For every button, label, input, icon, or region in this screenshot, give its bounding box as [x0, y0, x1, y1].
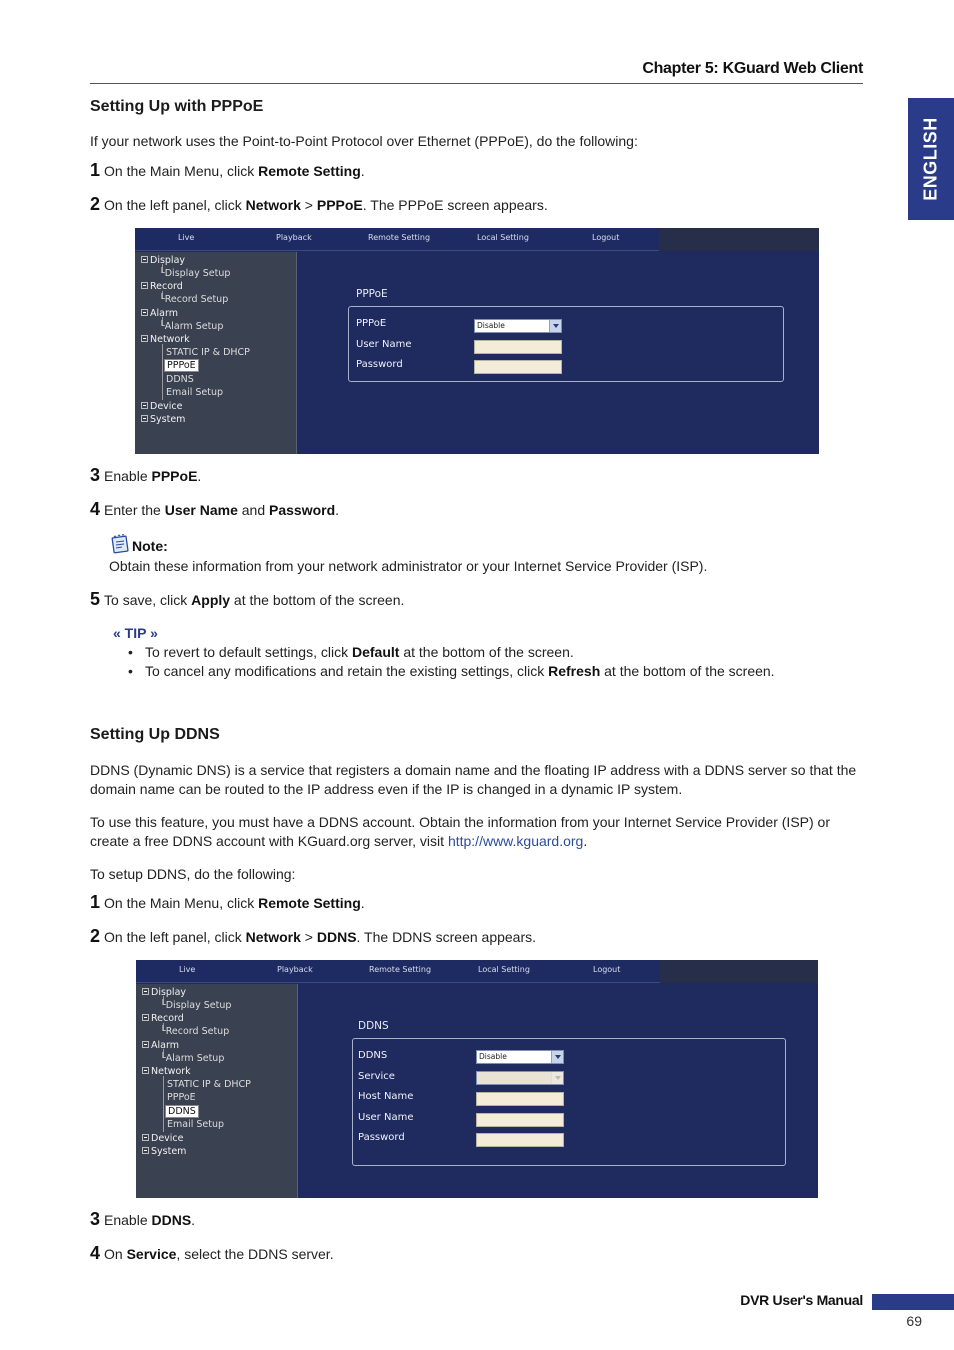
note-title: Note:	[132, 538, 168, 554]
section-title-ddns: Setting Up DDNS	[90, 726, 220, 743]
chevron-down-icon	[551, 1072, 563, 1084]
ddns-para-2: To use this feature, you must have a DDNS account. Obtain the information from your Internet Service Provider (ISP) or create a free DDNS account with KGuard.org server, visit http://www.kguard.org.	[90, 814, 830, 849]
menu-remote-setting[interactable]: Remote Setting	[368, 233, 431, 242]
note-pad-icon	[109, 534, 131, 554]
tree-device[interactable]: Device	[142, 1133, 184, 1145]
pppoe-username-label: User Name	[356, 339, 412, 350]
pppoe-intro: If your network uses the Point-to-Point Protocol over Ethernet (PPPoE), do the following:	[90, 133, 638, 149]
pppoe-password-input[interactable]	[474, 360, 562, 374]
pppoe-step-5: 5 To save, click Apply at the bottom of the screen.	[90, 589, 405, 609]
ddns-password-label: Password	[358, 1132, 405, 1143]
tips-list	[128, 643, 775, 681]
ddns-service-select[interactable]	[476, 1071, 564, 1085]
ddns-step-3: 3 Enable DDNS.	[90, 1209, 196, 1229]
tree-display[interactable]: Display	[141, 255, 185, 267]
tree-display-setup[interactable]: └Display Setup	[160, 1000, 232, 1011]
ddns-enable-label: DDNS	[358, 1050, 388, 1061]
tree-network[interactable]: Network	[142, 1066, 191, 1078]
pppoe-enable-label: PPPoE	[356, 318, 387, 329]
note-text: Obtain these information from your network administrator or your Internet Service Provider (ISP).	[109, 558, 708, 574]
ddns-panel-title: DDNS	[358, 1020, 389, 1032]
pppoe-form	[348, 306, 784, 382]
tip-item: • To revert to default settings, click Default at the bottom of the screen.	[128, 643, 775, 662]
chevron-down-icon	[549, 320, 561, 332]
ddns-hostname-input[interactable]	[476, 1092, 564, 1106]
menu-playback[interactable]: Playback	[276, 233, 312, 242]
ddns-para-1: DDNS (Dynamic DNS) is a service that registers a domain name and the floating IP address with a DDNS server so that the domain name can be routed to the IP address even if the IP is changed in a dynamic IP system.	[90, 762, 857, 797]
tree-system[interactable]: System	[141, 414, 185, 426]
pppoe-password-label: Password	[356, 359, 403, 370]
tree-email-setup[interactable]: Email Setup	[166, 387, 224, 398]
tree-static-ip[interactable]: STATIC IP & DHCP	[167, 1079, 251, 1090]
tree-record[interactable]: Record	[141, 281, 183, 293]
tree-ddns[interactable]: DDNS	[165, 1106, 199, 1118]
ddns-username-input[interactable]	[476, 1113, 564, 1127]
tree-system[interactable]: System	[142, 1146, 186, 1158]
tree-static-ip[interactable]: STATIC IP & DHCP	[166, 347, 250, 358]
menu-logout[interactable]: Logout	[593, 965, 621, 974]
section-title-pppoe: Setting Up with PPPoE	[90, 98, 264, 115]
pppoe-step-3: 3 Enable PPPoE.	[90, 465, 202, 485]
pppoe-step-2: 2 On the left panel, click Network > PPPoE. The PPPoE screen appears.	[90, 194, 548, 214]
tree-alarm[interactable]: Alarm	[141, 308, 178, 320]
tree-alarm-setup[interactable]: └Alarm Setup	[159, 321, 224, 332]
ddns-password-input[interactable]	[476, 1133, 564, 1147]
web-menu-bar	[135, 228, 819, 251]
tip-label: « TIP »	[113, 625, 158, 641]
menu-live[interactable]: Live	[179, 965, 196, 974]
tree-record-setup[interactable]: └Record Setup	[159, 294, 229, 305]
language-tab-label: ENGLISH	[920, 117, 941, 201]
tree-device[interactable]: Device	[141, 401, 183, 413]
chapter-title: Chapter 5: KGuard Web Client	[642, 60, 863, 77]
tree-display-setup[interactable]: └Display Setup	[159, 268, 231, 279]
pppoe-username-input[interactable]	[474, 340, 562, 354]
pppoe-step-1: 1 On the Main Menu, click Remote Setting.	[90, 160, 365, 180]
menu-live[interactable]: Live	[178, 233, 195, 242]
web-menu-bar	[136, 960, 818, 983]
tree-email-setup[interactable]: Email Setup	[167, 1119, 225, 1130]
pppoe-step-4: 4 Enter the User Name and Password.	[90, 499, 340, 519]
ddns-username-label: User Name	[358, 1112, 414, 1123]
tree-network[interactable]: Network	[141, 334, 190, 346]
menu-remote-setting[interactable]: Remote Setting	[369, 965, 432, 974]
tree-record[interactable]: Record	[142, 1013, 184, 1025]
tree-alarm-setup[interactable]: └Alarm Setup	[160, 1053, 225, 1064]
pppoe-screenshot	[135, 228, 819, 454]
kguard-link[interactable]: http://www.kguard.org	[447, 833, 584, 849]
menu-playback[interactable]: Playback	[277, 965, 313, 974]
settings-tree	[135, 252, 297, 454]
pppoe-panel-title: PPPoE	[356, 288, 388, 300]
ddns-service-label: Service	[358, 1071, 395, 1082]
ddns-hostname-label: Host Name	[358, 1091, 414, 1102]
menu-local-setting[interactable]: Local Setting	[477, 233, 529, 242]
ddns-screenshot	[136, 960, 818, 1198]
ddns-step-4: 4 On Service, select the DDNS server.	[90, 1243, 334, 1263]
pppoe-enable-select[interactable]: Disable	[474, 319, 562, 333]
tree-ddns[interactable]: DDNS	[166, 374, 194, 385]
tree-pppoe[interactable]: PPPoE	[167, 1092, 196, 1103]
chevron-down-icon	[551, 1051, 563, 1063]
manual-title: DVR User's Manual	[740, 1292, 863, 1308]
ddns-step-2: 2 On the left panel, click Network > DDNS. The DDNS screen appears.	[90, 926, 537, 946]
tree-pppoe[interactable]: PPPoE	[164, 360, 199, 372]
page-number: 69	[906, 1313, 922, 1329]
note-box	[109, 534, 707, 576]
ddns-step-1: 1 On the Main Menu, click Remote Setting.	[90, 892, 365, 912]
ddns-form	[352, 1038, 786, 1166]
menu-local-setting[interactable]: Local Setting	[478, 965, 530, 974]
tree-alarm[interactable]: Alarm	[142, 1040, 179, 1052]
ddns-para-3: To setup DDNS, do the following:	[90, 866, 296, 882]
header-divider	[90, 83, 863, 84]
tip-item: • To cancel any modifications and retain the existing settings, click Refresh at the bottom of the screen.	[128, 662, 775, 681]
menu-logout[interactable]: Logout	[592, 233, 620, 242]
settings-tree	[136, 984, 298, 1198]
tree-display[interactable]: Display	[142, 987, 186, 999]
language-tab	[908, 98, 954, 220]
footer-bar	[872, 1294, 954, 1310]
ddns-enable-select[interactable]: Disable	[476, 1050, 564, 1064]
tree-record-setup[interactable]: └Record Setup	[160, 1026, 230, 1037]
